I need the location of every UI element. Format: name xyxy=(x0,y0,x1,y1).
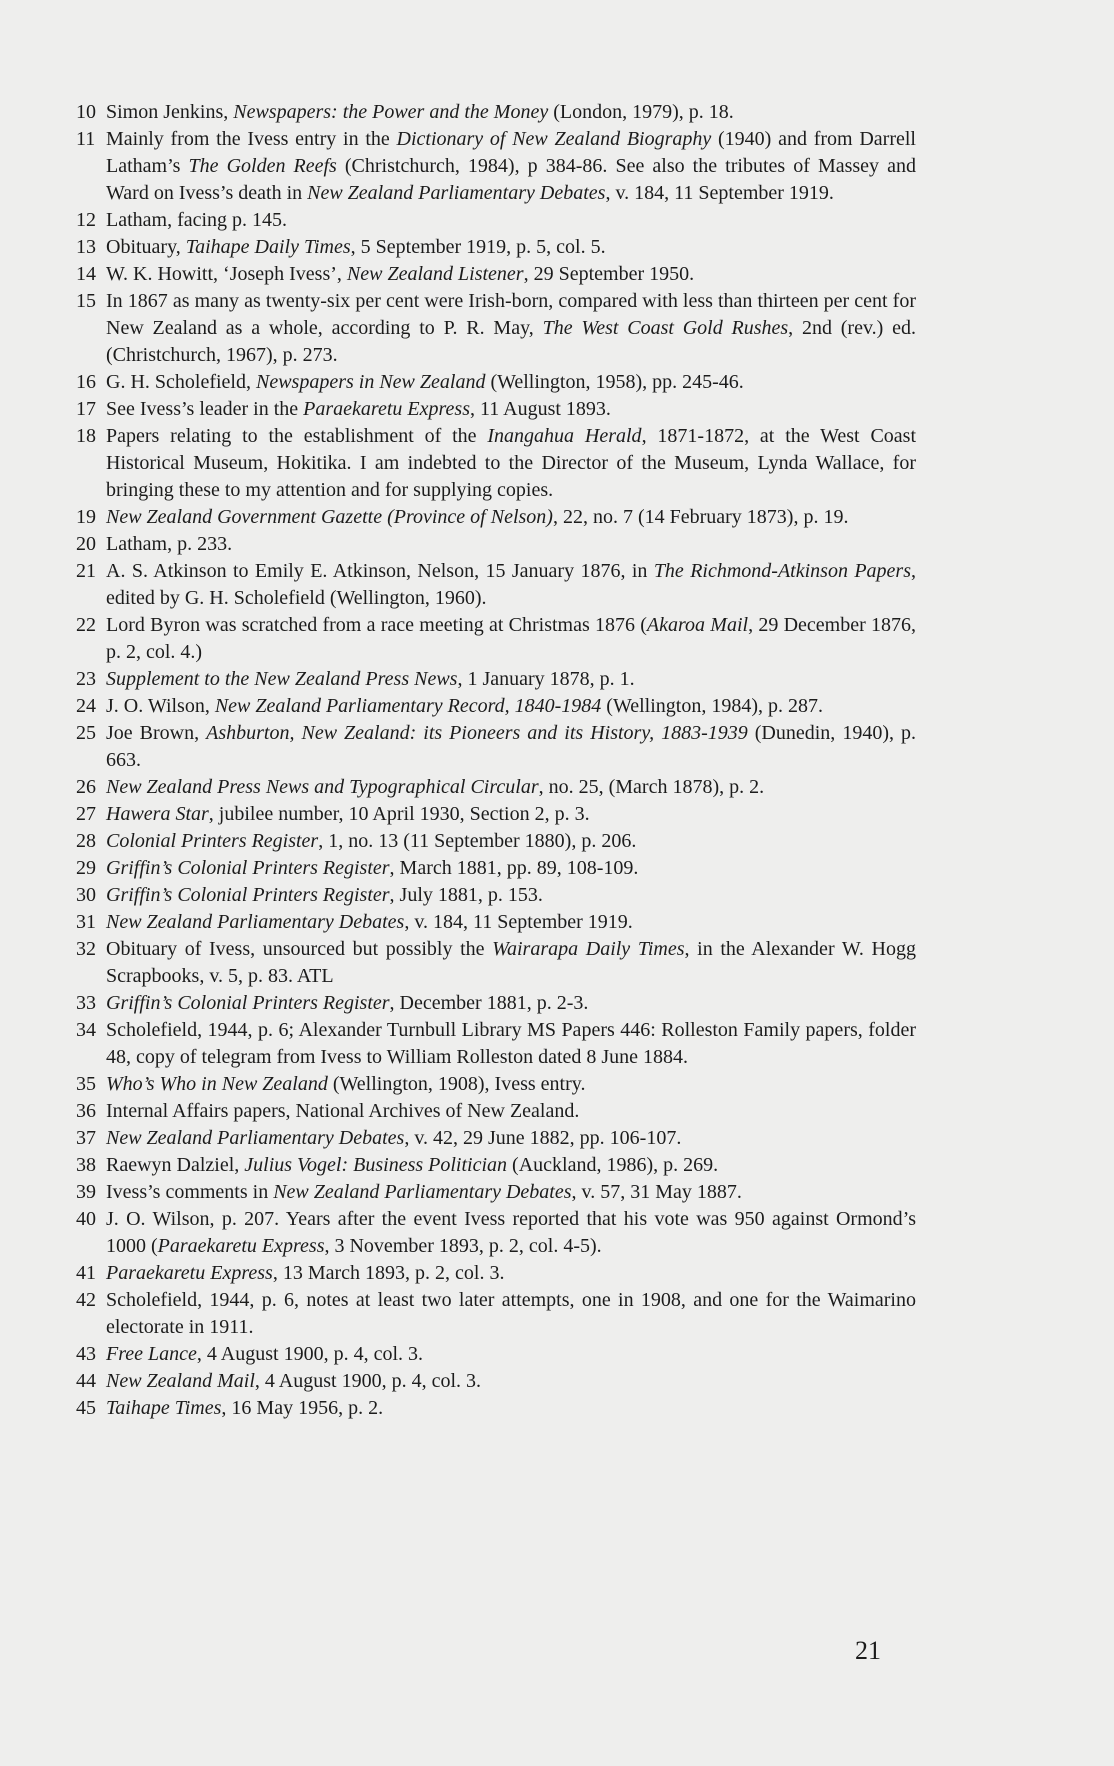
endnote-text xyxy=(106,1152,916,1179)
endnote-number: 13 xyxy=(76,236,96,258)
endnote-text-segment: (1940) and from Darrell Latham’s xyxy=(106,128,916,177)
endnote-text-segment: Obituary, xyxy=(106,236,186,258)
endnote-number: 26 xyxy=(76,776,96,798)
endnote-number: 30 xyxy=(76,884,96,906)
endnote-number: 39 xyxy=(76,1181,96,1203)
endnote-number: 23 xyxy=(76,668,96,690)
endnote-text xyxy=(106,1341,916,1368)
endnote-text-segment: In 1867 as many as twenty-six per cent were Irish-born, compared with less than thirteen per cent for New Zealand as a whole, according to P. R. May, xyxy=(106,290,916,339)
endnote-text-segment: , v. 57, 31 May 1887. xyxy=(571,1181,742,1203)
endnote-text-segment: Scholefield, 1944, p. 6; Alexander Turnbull Library MS Papers 446: Rolleston Family papers, folder 48, copy of telegram from Ivess to William Rolleston dated 8 June 1884. xyxy=(106,1019,916,1068)
endnote-number: 29 xyxy=(76,857,96,879)
endnote-text-segment: , edited by G. H. Scholefield (Wellington, 1960). xyxy=(106,560,916,609)
endnote-number: 34 xyxy=(76,1019,96,1041)
endnote-item xyxy=(76,99,916,126)
endnote-title-italic: New Zealand Parliamentary Debates xyxy=(307,182,606,204)
endnote-text-segment: , in the Alexander W. Hogg Scrapbooks, v. 5, p. 83. ATL xyxy=(106,938,916,987)
endnote-text-segment: Joe Brown, xyxy=(106,722,207,744)
endnote-text xyxy=(106,1395,916,1422)
endnote-title-italic: Wairarapa Daily Times xyxy=(492,938,685,960)
endnote-item xyxy=(76,1395,916,1422)
endnote-text xyxy=(106,666,916,693)
endnote-item xyxy=(76,855,916,882)
endnote-text-segment: Simon Jenkins, xyxy=(106,101,234,123)
endnote-item xyxy=(76,828,916,855)
endnote-text xyxy=(106,1206,916,1260)
endnote-item xyxy=(76,1206,916,1260)
endnote-number: 28 xyxy=(76,830,96,852)
endnote-title-italic: New Zealand Mail xyxy=(106,1370,255,1392)
endnote-number: 17 xyxy=(76,398,96,420)
endnote-text xyxy=(106,612,916,666)
endnote-title-italic: Ashburton, New Zealand: its Pioneers and its History, 1883-1939 xyxy=(206,722,748,744)
endnote-item xyxy=(76,1368,916,1395)
endnote-number: 38 xyxy=(76,1154,96,1176)
endnote-item xyxy=(76,801,916,828)
endnote-item xyxy=(76,1152,916,1179)
endnote-number: 43 xyxy=(76,1343,96,1365)
endnote-item xyxy=(76,720,916,774)
endnote-text-segment: (Wellington, 1908), Ivess entry. xyxy=(327,1073,586,1095)
endnote-item xyxy=(76,1098,916,1125)
endnote-text-segment: See Ivess’s leader in the xyxy=(106,398,304,420)
endnote-title-italic: Paraekaretu Express xyxy=(157,1235,325,1257)
endnote-text-segment: A. S. Atkinson to Emily E. Atkinson, Nelson, 15 January 1876, in xyxy=(106,560,654,582)
endnote-text-segment: , v. 184, 11 September 1919. xyxy=(605,182,834,204)
endnote-number: 24 xyxy=(76,695,96,717)
endnote-title-italic: New Zealand Parliamentary Debates xyxy=(106,1127,405,1149)
endnote-text xyxy=(106,99,916,126)
endnote-text-segment: , 2nd (rev.) ed. (Christchurch, 1967), p. 273. xyxy=(106,317,917,366)
endnote-text xyxy=(106,855,916,882)
endnote-item xyxy=(76,531,916,558)
endnote-title-italic: Newspapers: the Power and the Money xyxy=(233,101,549,123)
endnote-text-segment: , 29 December 1876, p. 2, col. 4.) xyxy=(106,614,916,663)
endnote-title-italic: Akaroa Mail xyxy=(646,614,749,636)
endnote-title-italic: New Zealand Press News and Typographical Circular xyxy=(106,776,539,798)
endnote-text xyxy=(106,1017,916,1071)
endnote-number: 27 xyxy=(76,803,96,825)
endnote-text-segment: Raewyn Dalziel, xyxy=(106,1154,245,1176)
endnote-item xyxy=(76,1179,916,1206)
endnote-text xyxy=(106,531,916,558)
endnote-text xyxy=(106,1098,916,1125)
endnote-number: 16 xyxy=(76,371,96,393)
endnote-text-segment: , 11 August 1893. xyxy=(469,398,611,420)
endnote-title-italic: Paraekaretu Express xyxy=(106,1262,273,1284)
endnote-title-italic: New Zealand Government Gazette (Province of Nelson) xyxy=(106,506,553,528)
endnote-item xyxy=(76,261,916,288)
endnote-number: 45 xyxy=(76,1397,96,1419)
endnote-number: 25 xyxy=(76,722,96,744)
endnote-title-italic: Taihape Times xyxy=(106,1397,222,1419)
endnote-item xyxy=(76,666,916,693)
endnote-item xyxy=(76,369,916,396)
endnote-text-segment: , December 1881, p. 2-3. xyxy=(389,992,589,1014)
endnote-text-segment: , no. 25, (March 1878), p. 2. xyxy=(538,776,765,798)
endnote-title-italic: Griffin’s Colonial Printers Register xyxy=(106,992,390,1014)
endnote-text xyxy=(106,423,916,504)
endnote-text-segment: Papers relating to the establishment of the xyxy=(106,425,488,447)
endnote-number: 15 xyxy=(76,290,96,312)
endnote-number: 37 xyxy=(76,1127,96,1149)
endnote-title-italic: Free Lance xyxy=(106,1343,197,1365)
endnote-title-italic: New Zealand Listener xyxy=(346,263,524,285)
endnote-text-segment: W. K. Howitt, ‘Joseph Ivess’, xyxy=(106,263,347,285)
endnote-text xyxy=(106,234,916,261)
endnote-item xyxy=(76,990,916,1017)
endnote-title-italic: New Zealand Parliamentary Record, 1840-1984 xyxy=(214,695,602,717)
endnote-text-segment: , v. 184, 11 September 1919. xyxy=(404,911,633,933)
endnote-number: 32 xyxy=(76,938,96,960)
endnote-text-segment: , 3 November 1893, p. 2, col. 4-5). xyxy=(324,1235,602,1257)
endnote-text xyxy=(106,207,916,234)
endnote-title-italic: New Zealand Parliamentary Debates xyxy=(273,1181,572,1203)
endnote-title-italic: New Zealand Parliamentary Debates xyxy=(106,911,405,933)
endnote-item xyxy=(76,288,916,369)
endnote-text xyxy=(106,126,916,207)
endnote-number: 40 xyxy=(76,1208,96,1230)
endnote-number: 19 xyxy=(76,506,96,528)
endnote-item xyxy=(76,1260,916,1287)
endnote-text xyxy=(106,720,916,774)
endnote-text-segment: , jubilee number, 10 April 1930, Section 2, p. 3. xyxy=(208,803,590,825)
endnote-text xyxy=(106,1287,916,1341)
endnote-text-segment: , v. 42, 29 June 1882, pp. 106-107. xyxy=(404,1127,682,1149)
endnote-text xyxy=(106,774,916,801)
endnote-text xyxy=(106,936,916,990)
endnote-text xyxy=(106,558,916,612)
endnote-text xyxy=(106,1260,916,1287)
endnote-number: 14 xyxy=(76,263,96,285)
endnote-text-segment: , 1, no. 13 (11 September 1880), p. 206. xyxy=(318,830,637,852)
endnote-text xyxy=(106,504,916,531)
endnote-title-italic: Griffin’s Colonial Printers Register xyxy=(106,884,390,906)
endnote-text-segment: Internal Affairs papers, National Archives of New Zealand. xyxy=(106,1100,580,1122)
endnote-text xyxy=(106,828,916,855)
endnote-text-segment: , 1871-1872, at the West Coast Historical Museum, Hokitika. I am indebted to the Director of the Museum, Lynda Wallace, for bringing these to my attention and for supplying copies. xyxy=(106,425,917,501)
endnote-text xyxy=(106,369,916,396)
endnote-number: 33 xyxy=(76,992,96,1014)
endnote-text-segment: J. O. Wilson, xyxy=(106,695,215,717)
endnote-item xyxy=(76,207,916,234)
endnote-text-segment: , July 1881, p. 153. xyxy=(389,884,543,906)
endnote-title-italic: Taihape Daily Times xyxy=(185,236,351,258)
endnote-number: 31 xyxy=(76,911,96,933)
endnote-title-italic: Who’s Who in New Zealand xyxy=(106,1073,328,1095)
endnotes-list xyxy=(76,99,916,1422)
endnote-text xyxy=(106,1179,916,1206)
endnote-item xyxy=(76,693,916,720)
endnote-title-italic: Griffin’s Colonial Printers Register xyxy=(106,857,390,879)
endnote-number: 42 xyxy=(76,1289,96,1311)
endnote-title-italic: The Golden Reefs xyxy=(188,155,337,177)
endnote-text xyxy=(106,693,916,720)
endnote-text-segment: (London, 1979), p. 18. xyxy=(548,101,734,123)
endnote-text-segment: Ivess’s comments in xyxy=(106,1181,274,1203)
endnote-title-italic: Julius Vogel: Business Politician xyxy=(244,1154,508,1176)
endnote-text-segment: , March 1881, pp. 89, 108-109. xyxy=(389,857,639,879)
endnote-item xyxy=(76,396,916,423)
endnote-number: 21 xyxy=(76,560,96,582)
endnote-number: 41 xyxy=(76,1262,96,1284)
endnote-title-italic: Dictionary of New Zealand Biography xyxy=(396,128,712,150)
endnote-title-italic: The Richmond-Atkinson Papers xyxy=(653,560,911,582)
endnote-text-segment: Latham, facing p. 145. xyxy=(106,209,288,231)
endnote-text xyxy=(106,801,916,828)
endnote-number: 36 xyxy=(76,1100,96,1122)
endnote-text-segment: Lord Byron was scratched from a race meeting at Christmas 1876 ( xyxy=(106,614,647,636)
endnote-item xyxy=(76,504,916,531)
endnote-title-italic: Inangahua Herald xyxy=(487,425,642,447)
endnote-title-italic: Supplement to the New Zealand Press News xyxy=(106,668,458,690)
endnote-text-segment: Mainly from the Ivess entry in the xyxy=(106,128,397,150)
endnote-text-segment: Scholefield, 1944, p. 6, notes at least two later attempts, one in 1908, and one for the Waimarino electorate in 1911. xyxy=(106,1289,916,1338)
endnote-item xyxy=(76,909,916,936)
endnote-item xyxy=(76,1287,916,1341)
endnote-item xyxy=(76,882,916,909)
endnote-title-italic: Hawera Star xyxy=(106,803,209,825)
endnote-text xyxy=(106,288,916,369)
endnote-item xyxy=(76,234,916,261)
endnote-text-segment: J. O. Wilson, p. 207. Years after the event Ivess reported that his vote was 950 against Ormond’s 1000 ( xyxy=(106,1208,916,1257)
endnote-item xyxy=(76,1341,916,1368)
endnote-text-segment: (Dunedin, 1940), p. 663. xyxy=(106,722,916,771)
endnote-number: 10 xyxy=(76,101,96,123)
endnote-text xyxy=(106,990,916,1017)
endnote-text-segment: G. H. Scholefield, xyxy=(106,371,256,393)
endnote-number: 35 xyxy=(76,1073,96,1095)
page-number: 21 xyxy=(855,1636,881,1665)
endnote-text-segment: , 4 August 1900, p. 4, col. 3. xyxy=(196,1343,424,1365)
endnote-text xyxy=(106,882,916,909)
endnote-title-italic: The West Coast Gold Rushes xyxy=(542,317,789,339)
endnote-title-italic: Paraekaretu Express xyxy=(303,398,470,420)
endnote-number: 18 xyxy=(76,425,96,447)
endnote-item xyxy=(76,774,916,801)
endnote-text-segment: , 4 August 1900, p. 4, col. 3. xyxy=(254,1370,482,1392)
endnote-text-segment: , 5 September 1919, p. 5, col. 5. xyxy=(350,236,606,258)
endnote-title-italic: Colonial Printers Register xyxy=(106,830,319,852)
endnote-number: 12 xyxy=(76,209,96,231)
endnote-text-segment: , 1 January 1878, p. 1. xyxy=(457,668,635,690)
endnote-text-segment: , 22, no. 7 (14 February 1873), p. 19. xyxy=(552,506,849,528)
endnote-number: 11 xyxy=(76,128,96,150)
endnote-text-segment: (Christchurch, 1984), p 384-86. See also the tributes of Massey and Ward on Ivess’s death in xyxy=(106,155,917,204)
endnote-text xyxy=(106,1071,916,1098)
endnote-text-segment: (Wellington, 1958), pp. 245-46. xyxy=(485,371,744,393)
endnote-item xyxy=(76,936,916,990)
endnote-text-segment: , 16 May 1956, p. 2. xyxy=(221,1397,384,1419)
endnote-item xyxy=(76,423,916,504)
endnote-item xyxy=(76,126,916,207)
endnote-text xyxy=(106,1368,916,1395)
endnote-item xyxy=(76,1071,916,1098)
endnote-text-segment: Latham, p. 233. xyxy=(106,533,233,555)
endnote-number: 20 xyxy=(76,533,96,555)
endnote-text-segment: , 29 September 1950. xyxy=(523,263,695,285)
endnote-item xyxy=(76,1017,916,1071)
endnote-title-italic: Newspapers in New Zealand xyxy=(255,371,486,393)
endnote-item xyxy=(76,558,916,612)
endnote-number: 44 xyxy=(76,1370,96,1392)
endnote-text-segment: , 13 March 1893, p. 2, col. 3. xyxy=(272,1262,505,1284)
endnote-text-segment: Obituary of Ivess, unsourced but possibly the xyxy=(106,938,493,960)
endnote-text xyxy=(106,909,916,936)
endnote-item xyxy=(76,1125,916,1152)
endnote-text-segment: (Wellington, 1984), p. 287. xyxy=(601,695,823,717)
endnote-item xyxy=(76,612,916,666)
endnote-number: 22 xyxy=(76,614,96,636)
endnote-text xyxy=(106,261,916,288)
endnote-text xyxy=(106,396,916,423)
endnote-text-segment: (Auckland, 1986), p. 269. xyxy=(507,1154,719,1176)
endnote-text xyxy=(106,1125,916,1152)
